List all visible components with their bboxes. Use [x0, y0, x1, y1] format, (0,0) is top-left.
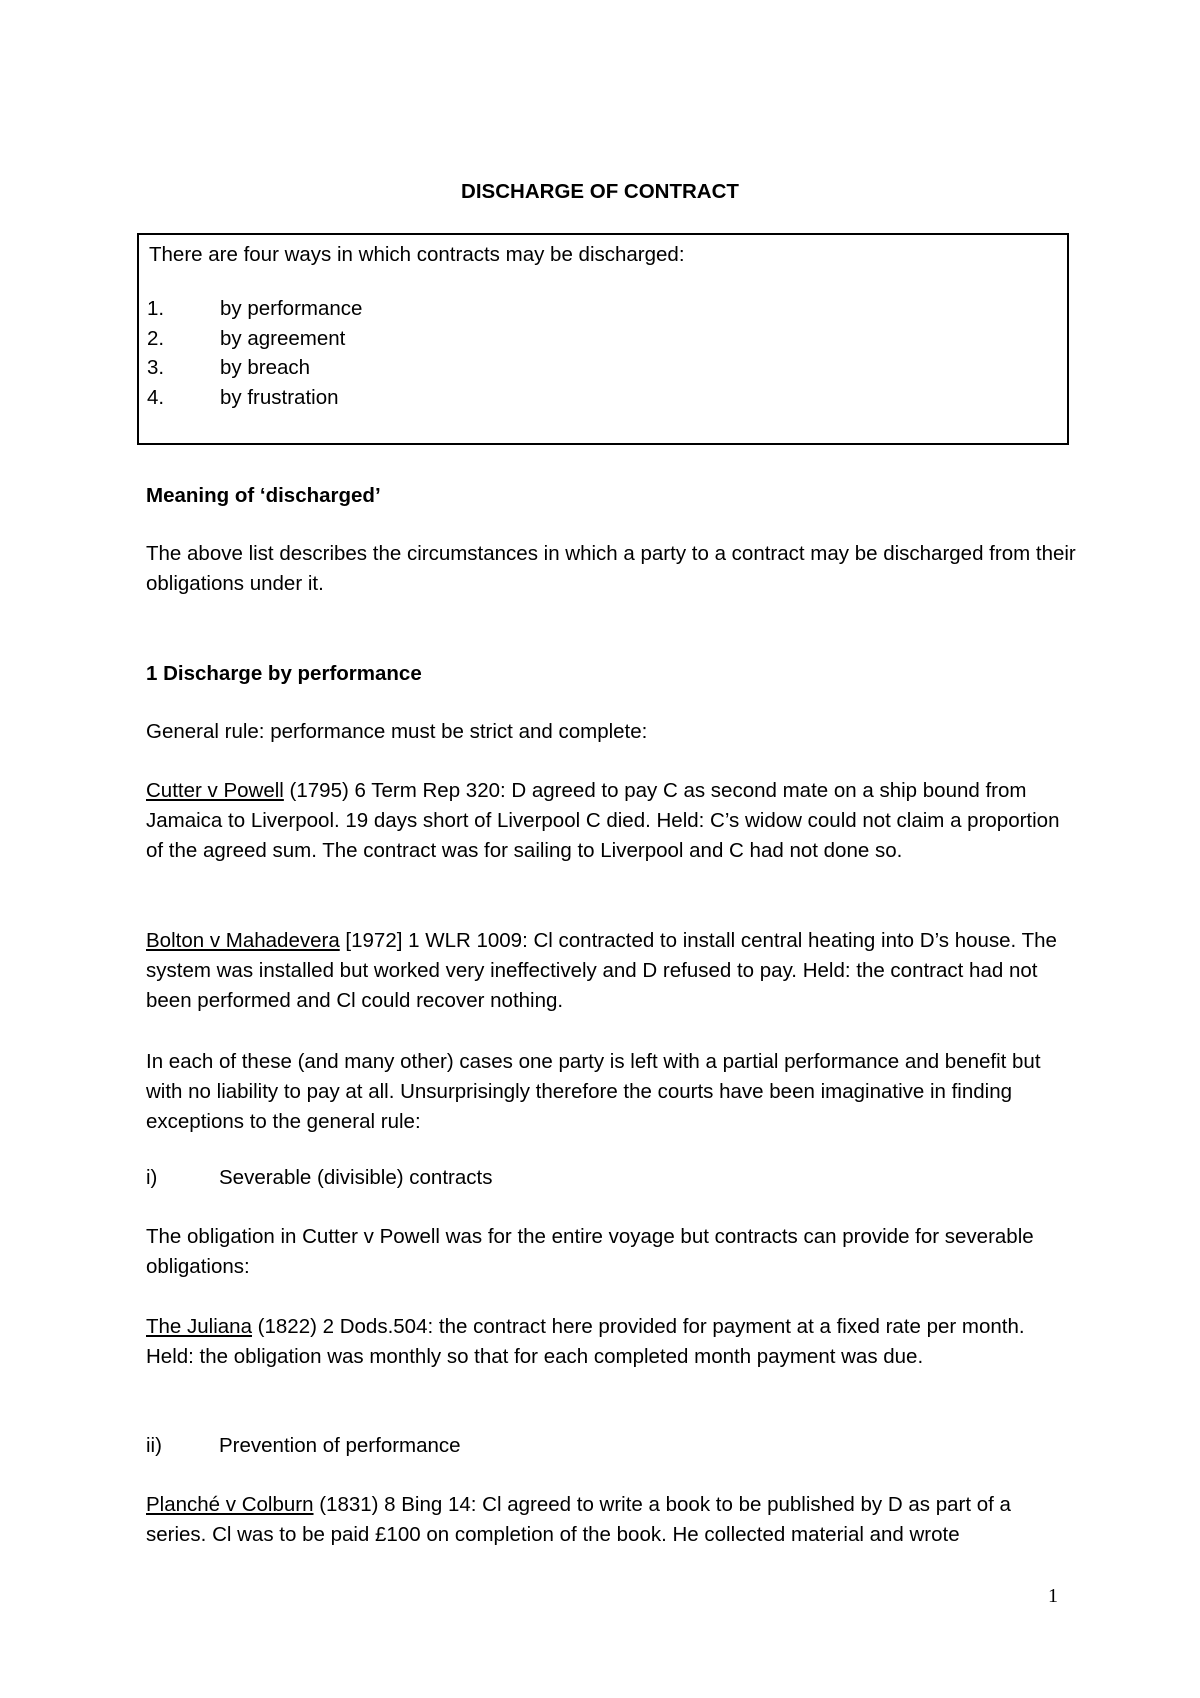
severable-paragraph: The obligation in Cutter v Powell was for the entire voyage but contracts can provide for severable obligations:: [146, 1225, 1034, 1278]
case-text: [1972] 1 WLR 1009: Cl contracted to install central heating into D’s house. The system was installed but worked very ineffectively and D refused to pay. Held: the contract had not been performed and Cl could recover nothing.: [146, 929, 1057, 1012]
partial-performance-paragraph: In each of these (and many other) cases one party is left with a partial performance and benefit but with no liability to pay at all. Unsurprisingly therefore the courts have been imaginative in finding exceptions to the general rule:: [146, 1050, 1041, 1133]
meaning-heading: Meaning of ‘discharged’: [146, 484, 381, 507]
list-number: 1.: [147, 297, 165, 320]
exception-marker: i): [146, 1166, 158, 1189]
list-number: 3.: [147, 356, 165, 379]
case-name: Cutter v Powell: [146, 779, 284, 802]
list-item: by frustration: [220, 386, 339, 409]
case-paragraph-bolton: [146, 926, 1076, 1016]
discharge-ways-box: [137, 233, 1069, 445]
case-text: (1822) 2 Dods.504: the contract here provided for payment at a fixed rate per month. Held: the obligation was monthly so that for each completed month payment was due.: [146, 1315, 1025, 1368]
list-item: by performance: [220, 297, 363, 320]
case-text: (1831) 8 Bing 14: Cl agreed to write a book to be published by D as part of a series. Cl was to be paid £100 on completion of the book. He collected material and wrote: [146, 1493, 1011, 1546]
list-item: by breach: [220, 356, 311, 379]
case-name: Bolton v Mahadevera: [146, 929, 340, 952]
general-rule: General rule: performance must be strict and complete:: [146, 720, 648, 743]
section-heading: 1 Discharge by performance: [146, 662, 422, 685]
list-number: 2.: [147, 327, 165, 350]
case-text: (1795) 6 Term Rep 320: D agreed to pay C as second mate on a ship bound from Jamaica to Liverpool. 19 days short of Liverpool C died. Held: C’s widow could not claim a proportion of the agreed sum. The contract was for sailing to Liverpool and C had not done so.: [146, 779, 1060, 862]
case-paragraph-cutter: [146, 776, 1076, 866]
list-number: 4.: [147, 386, 165, 409]
case-name: The Juliana: [146, 1315, 252, 1338]
exception-title: Severable (divisible) contracts: [219, 1166, 493, 1189]
case-name: Planché v Colburn: [146, 1493, 314, 1516]
meaning-paragraph: The above list describes the circumstances in which a party to a contract may be discharged from their obligations under it.: [146, 542, 1076, 595]
page-number: 1: [1048, 1585, 1058, 1607]
box-intro: There are four ways in which contracts may be discharged:: [149, 243, 685, 266]
case-paragraph-juliana: [146, 1312, 1076, 1372]
list-item: by agreement: [220, 327, 346, 350]
exception-marker: ii): [146, 1434, 162, 1457]
page-title: DISCHARGE OF CONTRACT: [461, 180, 739, 203]
case-paragraph-planche: [146, 1490, 1076, 1550]
exception-title: Prevention of performance: [219, 1434, 461, 1457]
